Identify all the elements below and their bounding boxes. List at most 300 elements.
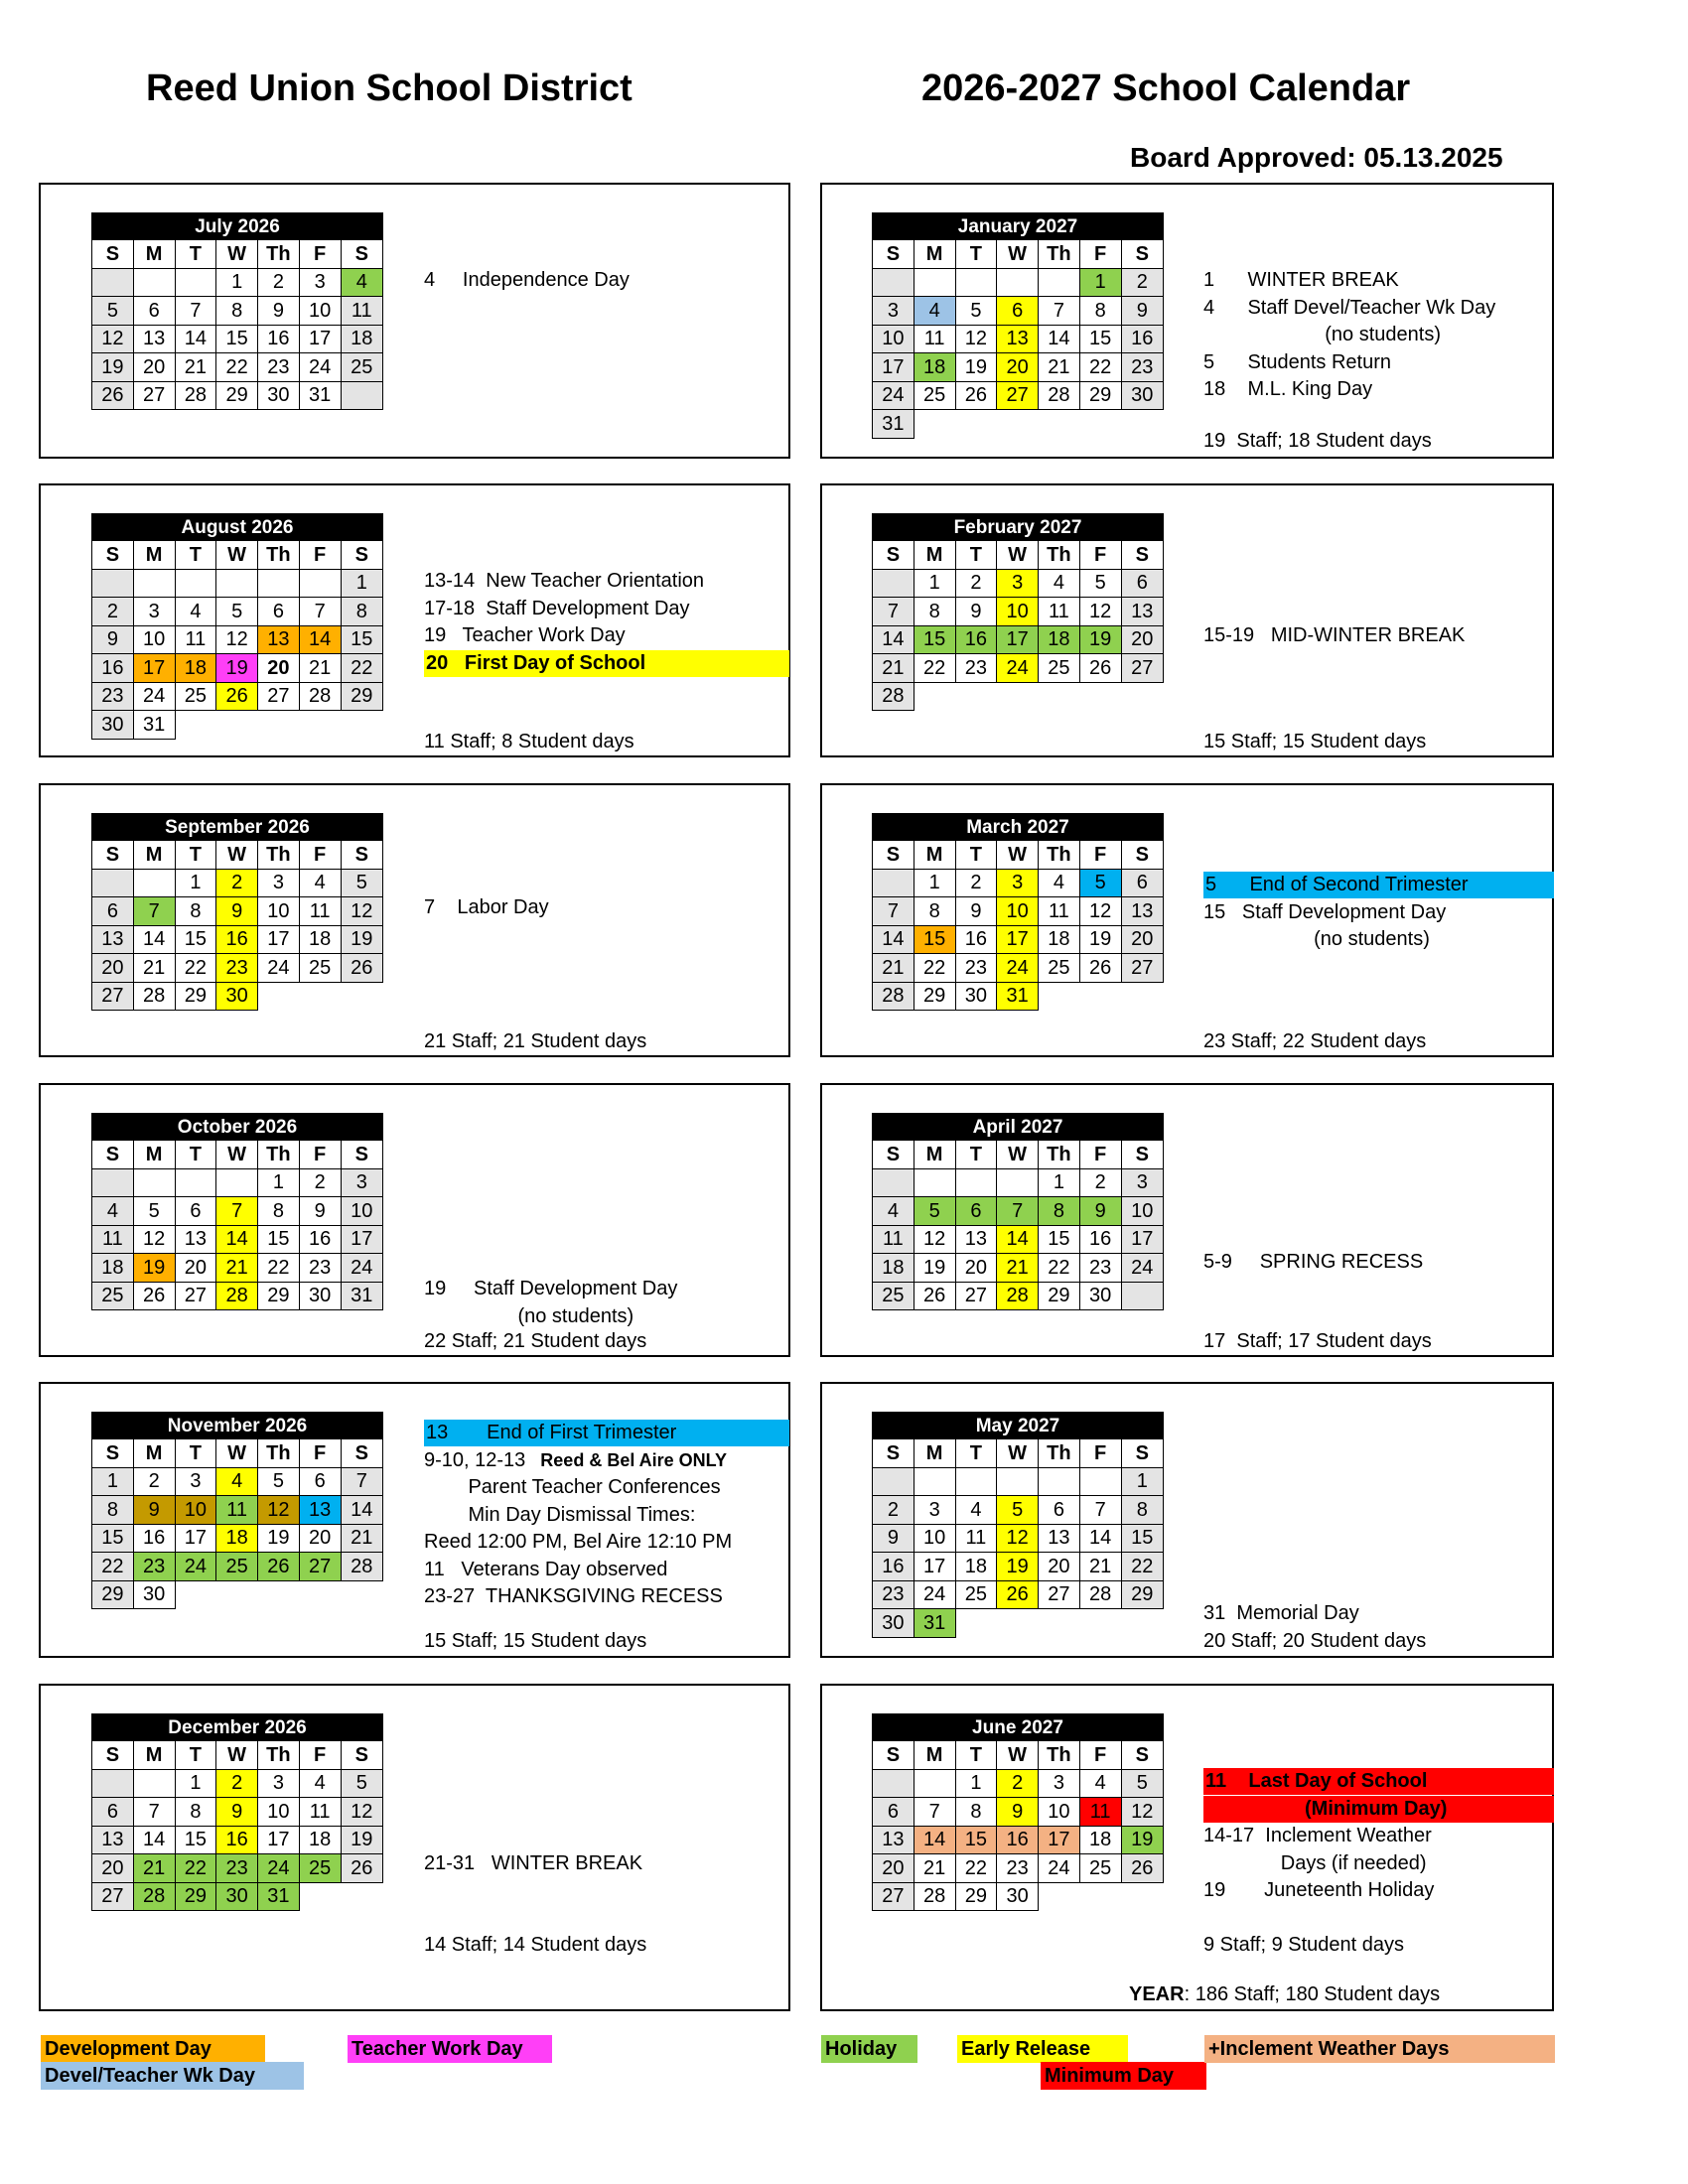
calendar-grid [91, 1713, 383, 1911]
day-cell: 2 [955, 569, 997, 598]
day-cell: 19 [216, 654, 258, 683]
day-cell: 27 [258, 682, 300, 711]
day-header: S [873, 1741, 914, 1770]
day-cell: 26 [258, 1553, 300, 1581]
day-cell: 8 [914, 598, 955, 626]
day-cell: 31 [914, 1609, 955, 1638]
empty-slot [299, 1882, 341, 1911]
day-cell: 8 [175, 1798, 216, 1827]
day-cell: 12 [216, 625, 258, 654]
day-header: S [1121, 240, 1164, 269]
day-cell: 17 [341, 1225, 383, 1254]
empty-slot [175, 711, 216, 740]
day-header: M [133, 1141, 175, 1169]
month-title: February 2027 [873, 514, 1164, 541]
day-header: S [92, 1741, 134, 1770]
day-header: F [1079, 841, 1121, 870]
event-note: 31 Memorial Day [1203, 1602, 1359, 1624]
event-note-text: Reed 12:00 PM, Bel Aire 12:10 PM [424, 1531, 733, 1553]
day-cell: 5 [914, 1197, 955, 1226]
day-cell: 21 [299, 654, 341, 683]
day-cell: 21 [1079, 1553, 1121, 1581]
day-header: S [1121, 1141, 1164, 1169]
day-cell: 23 [873, 1580, 914, 1609]
month-totals: 22 Staff; 21 Student days [424, 1330, 647, 1352]
empty-slot [1121, 410, 1164, 439]
day-cell: 1 [1079, 268, 1121, 297]
event-note [1203, 1249, 1423, 1276]
day-cell: 9 [955, 598, 997, 626]
empty-day-cell [133, 569, 175, 598]
day-cell: 27 [92, 1882, 134, 1911]
event-note-text: 19 Staff Development Day [424, 1278, 678, 1299]
day-cell: 18 [216, 1524, 258, 1553]
day-cell: 7 [133, 897, 175, 926]
empty-slot [914, 682, 955, 711]
day-cell: 26 [341, 1854, 383, 1883]
day-header: S [341, 1741, 383, 1770]
empty-day-cell [341, 381, 383, 410]
day-cell: 7 [299, 598, 341, 626]
event-note-text: 11 Last Day of School [1205, 1770, 1428, 1792]
day-cell: 17 [299, 325, 341, 353]
day-cell: 11 [914, 325, 955, 353]
month-totals: 20 Staff; 20 Student days [1203, 1630, 1427, 1652]
day-cell: 10 [997, 897, 1039, 926]
day-cell: 1 [914, 869, 955, 897]
day-cell: 4 [914, 297, 955, 326]
day-cell: 15 [175, 925, 216, 954]
event-note [424, 894, 549, 921]
day-cell: 17 [1121, 1225, 1164, 1254]
day-cell: 11 [1039, 598, 1080, 626]
month-totals: 19 Staff; 18 Student days [1203, 430, 1432, 452]
event-note [1203, 1877, 1434, 1904]
day-cell: 28 [914, 1882, 955, 1911]
empty-slot [1079, 1882, 1121, 1911]
day-cell: 18 [914, 353, 955, 382]
day-cell: 27 [175, 1282, 216, 1310]
day-header: Th [1039, 1439, 1080, 1468]
day-cell: 27 [1121, 654, 1164, 683]
day-cell: 22 [216, 353, 258, 382]
day-cell: 24 [1039, 1854, 1080, 1883]
day-cell: 20 [175, 1254, 216, 1283]
calendar-grid [872, 1713, 1164, 1911]
empty-day-cell [873, 1769, 914, 1798]
day-cell: 5 [997, 1496, 1039, 1525]
event-note [1203, 1768, 1554, 1795]
day-header: F [299, 1439, 341, 1468]
day-cell: 3 [873, 297, 914, 326]
day-cell: 9 [955, 897, 997, 926]
day-cell: 18 [175, 654, 216, 683]
event-note [424, 596, 690, 622]
legend-item-minimum: Minimum Day [1041, 2062, 1206, 2090]
event-note-text: Days (if needed) [1203, 1851, 1427, 1874]
day-header: Th [1039, 1141, 1080, 1169]
day-cell: 30 [955, 982, 997, 1011]
day-cell: 5 [216, 598, 258, 626]
day-cell: 16 [997, 1826, 1039, 1854]
day-cell: 13 [1121, 897, 1164, 926]
day-header: Th [1039, 841, 1080, 870]
day-cell: 16 [92, 654, 134, 683]
day-header: S [1121, 1741, 1164, 1770]
day-header: M [133, 541, 175, 570]
event-note [424, 1502, 695, 1529]
event-note [424, 1447, 727, 1474]
month-totals: 15 Staff; 15 Student days [1203, 731, 1427, 752]
event-note-text: (no students) [1203, 928, 1430, 950]
empty-slot [175, 1580, 216, 1609]
day-cell: 27 [92, 982, 134, 1011]
month-totals: 11 Staff; 8 Student days [424, 731, 634, 752]
day-cell: 9 [1121, 297, 1164, 326]
day-cell: 31 [873, 410, 914, 439]
day-cell: 2 [997, 1769, 1039, 1798]
day-cell: 8 [92, 1496, 134, 1525]
day-cell: 18 [341, 325, 383, 353]
day-cell: 22 [92, 1553, 134, 1581]
day-header: W [997, 1141, 1039, 1169]
empty-day-cell [258, 569, 300, 598]
empty-slot [1079, 410, 1121, 439]
event-note-text: (no students) [424, 1304, 634, 1327]
day-cell: 22 [1121, 1553, 1164, 1581]
event-note-text: 5 End of Second Trimester [1205, 874, 1469, 895]
day-cell: 13 [258, 625, 300, 654]
day-cell: 7 [873, 897, 914, 926]
day-header: W [216, 1741, 258, 1770]
day-cell: 31 [341, 1282, 383, 1310]
event-note-text: Parent Teacher Conferences [424, 1476, 721, 1498]
day-cell: 24 [914, 1580, 955, 1609]
day-cell: 23 [955, 654, 997, 683]
day-cell: 31 [258, 1882, 300, 1911]
legend-item-early-release: Early Release [957, 2035, 1128, 2063]
day-cell: 18 [873, 1254, 914, 1283]
day-cell: 12 [133, 1225, 175, 1254]
day-cell: 25 [175, 682, 216, 711]
empty-day-cell [133, 869, 175, 897]
day-cell: 22 [955, 1854, 997, 1883]
day-header: S [341, 1141, 383, 1169]
day-cell: 11 [955, 1524, 997, 1553]
month-title: November 2026 [92, 1413, 383, 1439]
day-cell: 5 [92, 297, 134, 326]
day-cell: 8 [1039, 1197, 1080, 1226]
day-cell: 8 [216, 297, 258, 326]
day-cell: 30 [873, 1609, 914, 1638]
day-cell: 12 [341, 1798, 383, 1827]
event-note [424, 568, 704, 595]
day-cell: 9 [997, 1798, 1039, 1827]
empty-slot [1039, 1609, 1080, 1638]
day-cell: 25 [92, 1282, 134, 1310]
day-cell: 28 [997, 1282, 1039, 1310]
empty-day-cell [914, 1467, 955, 1496]
empty-slot [216, 711, 258, 740]
empty-day-cell [955, 1168, 997, 1197]
day-cell: 24 [258, 954, 300, 983]
event-note-text: 13 End of First Trimester [426, 1422, 677, 1443]
day-header: M [914, 240, 955, 269]
day-cell: 13 [997, 325, 1039, 353]
empty-day-cell [997, 1168, 1039, 1197]
month-totals: 21 Staff; 21 Student days [424, 1030, 647, 1052]
day-header: F [1079, 240, 1121, 269]
day-cell: 25 [216, 1553, 258, 1581]
calendar-grid [91, 1113, 383, 1310]
day-cell: 30 [133, 1580, 175, 1609]
event-note-text: 4 Independence Day [424, 269, 630, 291]
day-cell: 23 [299, 1254, 341, 1283]
day-cell: 3 [341, 1168, 383, 1197]
day-header: F [1079, 541, 1121, 570]
day-cell: 20 [299, 1524, 341, 1553]
day-cell: 17 [258, 1826, 300, 1854]
day-header: F [299, 1141, 341, 1169]
day-cell: 1 [92, 1467, 134, 1496]
month-title: June 2027 [873, 1714, 1164, 1741]
event-note-text: 1 WINTER BREAK [1203, 269, 1399, 291]
day-cell: 11 [1079, 1798, 1121, 1827]
day-cell: 13 [133, 325, 175, 353]
day-cell: 30 [1121, 381, 1164, 410]
empty-slot [997, 682, 1039, 711]
day-header: S [1121, 541, 1164, 570]
day-cell: 28 [873, 982, 914, 1011]
event-note-text: 18 M.L. King Day [1203, 378, 1373, 400]
day-cell: 26 [133, 1282, 175, 1310]
day-cell: 16 [873, 1553, 914, 1581]
day-cell: 29 [1121, 1580, 1164, 1609]
empty-slot [1121, 1882, 1164, 1911]
day-header: Th [1039, 541, 1080, 570]
day-cell: 5 [133, 1197, 175, 1226]
day-cell: 28 [873, 682, 914, 711]
day-cell: 6 [873, 1798, 914, 1827]
day-cell: 23 [216, 1854, 258, 1883]
day-cell: 21 [133, 1854, 175, 1883]
event-note [424, 267, 630, 294]
day-header: S [92, 841, 134, 870]
day-cell: 22 [1039, 1254, 1080, 1283]
day-cell: 1 [1039, 1168, 1080, 1197]
legend-item-inclement: +Inclement Weather Days [1204, 2035, 1555, 2063]
day-cell: 11 [1039, 897, 1080, 926]
day-cell: 26 [997, 1580, 1039, 1609]
day-header: S [92, 240, 134, 269]
calendar-grid [91, 813, 383, 1011]
day-cell: 19 [92, 353, 134, 382]
day-cell: 10 [1121, 1197, 1164, 1226]
day-cell: 15 [955, 1826, 997, 1854]
day-cell: 6 [258, 598, 300, 626]
day-cell: 20 [997, 353, 1039, 382]
day-cell: 24 [299, 353, 341, 382]
empty-day-cell [133, 268, 175, 297]
event-note [1203, 872, 1554, 898]
day-cell: 18 [92, 1254, 134, 1283]
day-cell: 17 [1039, 1826, 1080, 1854]
calendar-grid [91, 212, 383, 410]
event-note [424, 650, 789, 677]
day-cell: 26 [1079, 954, 1121, 983]
empty-day-cell [133, 1168, 175, 1197]
day-cell: 5 [1079, 869, 1121, 897]
day-cell: 18 [299, 1826, 341, 1854]
day-cell: 25 [1039, 954, 1080, 983]
day-cell: 22 [914, 954, 955, 983]
day-header: W [216, 841, 258, 870]
day-header: M [133, 1439, 175, 1468]
day-header: M [914, 841, 955, 870]
day-cell: 2 [1121, 268, 1164, 297]
day-cell: 28 [1079, 1580, 1121, 1609]
approval-date: Board Approved: 05.13.2025 [1130, 142, 1503, 173]
legend-item-development: Development Day [41, 2035, 265, 2063]
day-cell: 4 [1079, 1769, 1121, 1798]
day-cell: 30 [216, 1882, 258, 1911]
empty-day-cell [914, 1168, 955, 1197]
day-cell: 29 [258, 1282, 300, 1310]
day-cell: 13 [1039, 1524, 1080, 1553]
day-cell: 20 [1121, 925, 1164, 954]
day-cell: 22 [1079, 353, 1121, 382]
event-note-text: 15-19 MID-WINTER BREAK [1203, 624, 1466, 646]
day-cell: 7 [914, 1798, 955, 1827]
day-header: S [341, 841, 383, 870]
day-cell: 28 [175, 381, 216, 410]
day-cell: 12 [341, 897, 383, 926]
empty-day-cell [997, 268, 1039, 297]
day-cell: 25 [299, 1854, 341, 1883]
event-note [1203, 622, 1465, 649]
day-cell: 13 [92, 1826, 134, 1854]
day-cell: 30 [299, 1282, 341, 1310]
day-cell: 5 [258, 1467, 300, 1496]
day-cell: 31 [299, 381, 341, 410]
day-cell: 14 [133, 925, 175, 954]
day-cell: 10 [341, 1197, 383, 1226]
empty-slot [341, 982, 383, 1011]
day-cell: 27 [133, 381, 175, 410]
day-cell: 14 [1039, 325, 1080, 353]
empty-slot [341, 711, 383, 740]
event-note [1203, 1850, 1427, 1877]
empty-day-cell [299, 569, 341, 598]
empty-slot [216, 1580, 258, 1609]
day-cell: 22 [341, 654, 383, 683]
empty-day-cell [92, 569, 134, 598]
day-cell: 3 [133, 598, 175, 626]
day-cell: 4 [299, 869, 341, 897]
event-note-text: 19 Teacher Work Day [424, 624, 626, 646]
event-note [1203, 349, 1391, 376]
day-cell: 24 [997, 954, 1039, 983]
day-cell: 6 [1121, 569, 1164, 598]
day-header: T [175, 1741, 216, 1770]
day-cell: 17 [914, 1553, 955, 1581]
day-cell: 2 [873, 1496, 914, 1525]
day-cell: 8 [341, 598, 383, 626]
day-cell: 28 [341, 1553, 383, 1581]
empty-day-cell [873, 1467, 914, 1496]
day-cell: 14 [299, 625, 341, 654]
day-header: F [1079, 1439, 1121, 1468]
day-header: Th [258, 1741, 300, 1770]
day-cell: 7 [1039, 297, 1080, 326]
empty-day-cell [873, 1168, 914, 1197]
day-cell: 23 [216, 954, 258, 983]
day-cell: 2 [299, 1168, 341, 1197]
day-cell: 9 [873, 1524, 914, 1553]
day-cell: 26 [955, 381, 997, 410]
day-cell: 3 [1039, 1769, 1080, 1798]
day-cell: 1 [955, 1769, 997, 1798]
day-header: Th [258, 1141, 300, 1169]
month-title: December 2026 [92, 1714, 383, 1741]
day-cell: 10 [1039, 1798, 1080, 1827]
day-cell: 12 [1121, 1798, 1164, 1827]
event-note-extra: Reed & Bel Aire ONLY [525, 1449, 728, 1470]
day-cell: 19 [997, 1553, 1039, 1581]
day-cell: 23 [955, 954, 997, 983]
day-cell: 28 [133, 982, 175, 1011]
event-note-text: 19 Juneteenth Holiday [1203, 1879, 1435, 1901]
day-cell: 28 [216, 1282, 258, 1310]
day-header: M [133, 841, 175, 870]
day-cell: 30 [997, 1882, 1039, 1911]
day-cell: 16 [1079, 1225, 1121, 1254]
day-cell: 4 [341, 268, 383, 297]
empty-slot [299, 711, 341, 740]
day-cell: 29 [955, 1882, 997, 1911]
empty-slot [997, 410, 1039, 439]
day-cell: 21 [1039, 353, 1080, 382]
day-cell: 24 [873, 381, 914, 410]
event-note-text: 11 Veterans Day observed [424, 1558, 668, 1580]
day-cell: 27 [299, 1553, 341, 1581]
day-cell: 4 [175, 598, 216, 626]
month-title: October 2026 [92, 1114, 383, 1141]
day-cell: 18 [1079, 1826, 1121, 1854]
empty-slot [299, 982, 341, 1011]
event-note [424, 622, 626, 649]
day-cell: 17 [997, 625, 1039, 654]
day-cell: 13 [175, 1225, 216, 1254]
day-header: Th [1039, 240, 1080, 269]
day-cell: 14 [873, 625, 914, 654]
day-cell: 3 [914, 1496, 955, 1525]
event-note [424, 1474, 721, 1501]
month-title: March 2027 [873, 814, 1164, 841]
day-cell: 9 [258, 297, 300, 326]
day-cell: 7 [1079, 1496, 1121, 1525]
day-header: S [341, 240, 383, 269]
event-note [424, 1303, 633, 1330]
day-cell: 10 [258, 897, 300, 926]
day-cell: 22 [914, 654, 955, 683]
day-cell: 14 [175, 325, 216, 353]
day-cell: 10 [133, 625, 175, 654]
day-header: W [997, 240, 1039, 269]
day-cell: 11 [341, 297, 383, 326]
day-cell: 9 [299, 1197, 341, 1226]
day-cell: 3 [258, 1769, 300, 1798]
